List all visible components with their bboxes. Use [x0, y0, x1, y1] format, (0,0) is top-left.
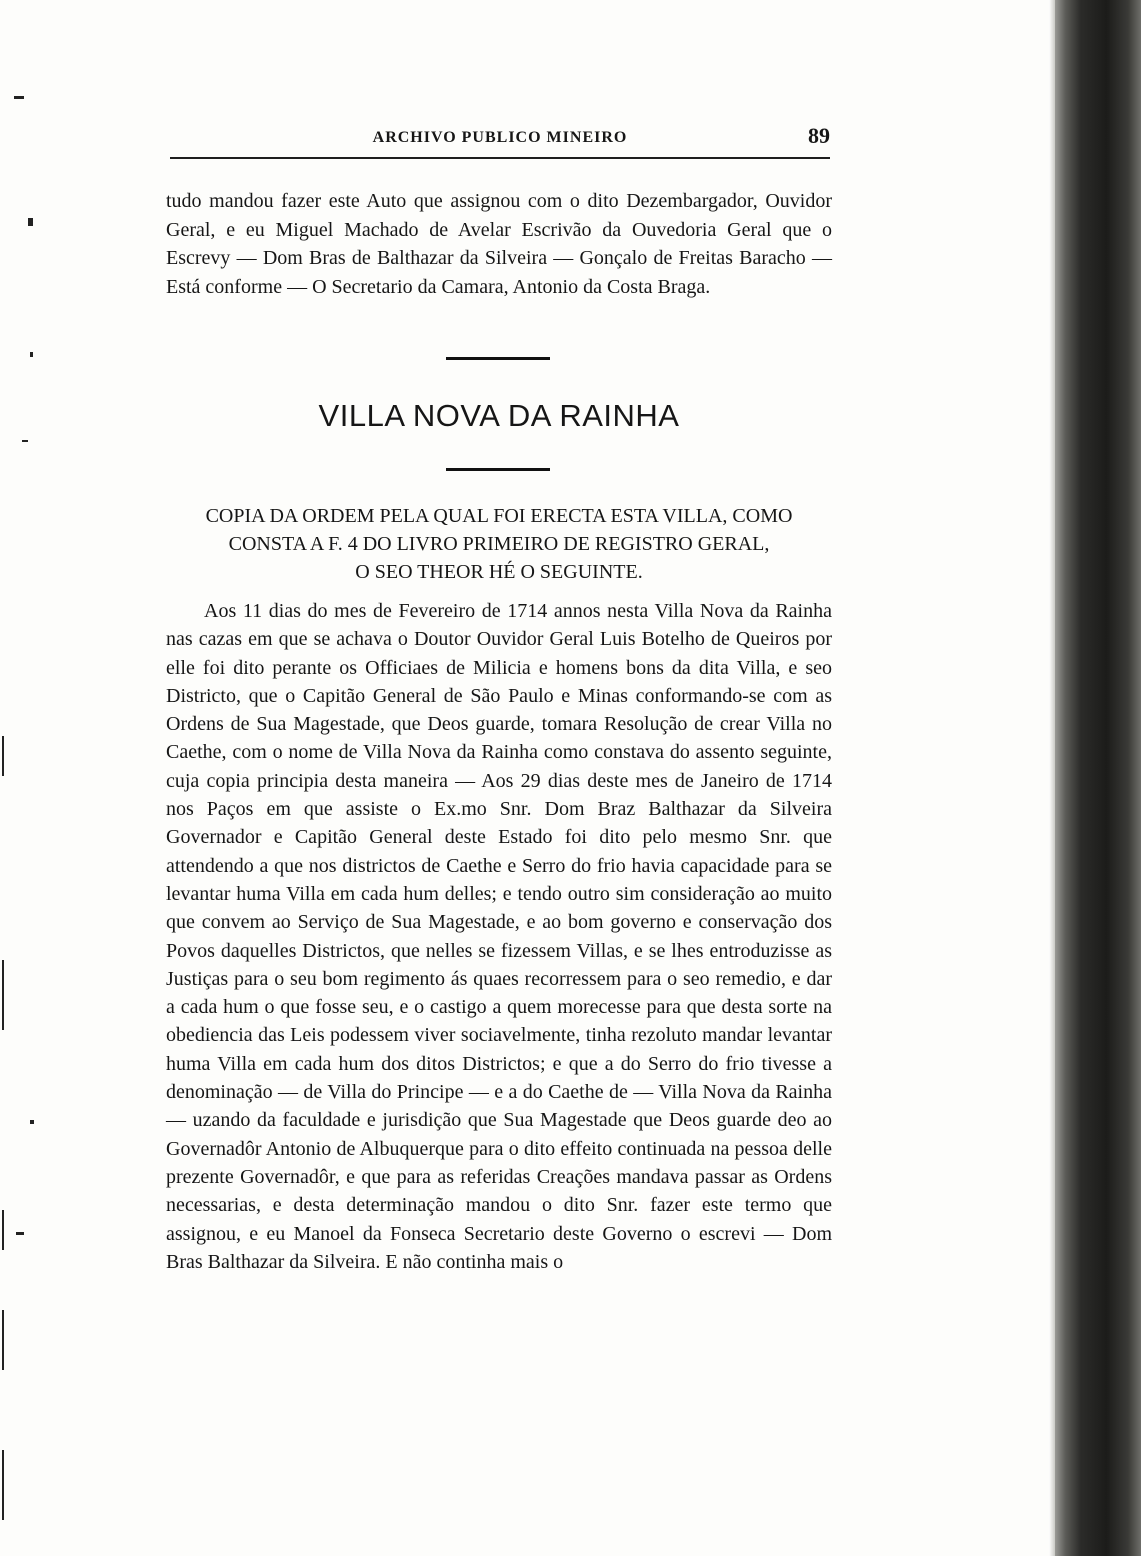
subtitle-line-2: CONSTA A F. 4 DO LIVRO PRIMEIRO DE REGISTRO GERAL, — [228, 533, 770, 555]
main-paragraph — [166, 597, 832, 1276]
section-title: VILLA NOVA DA RAINHA — [318, 398, 680, 433]
scan-edge-marks — [0, 0, 40, 1556]
header-title: ARCHIVO PUBLICO MINEIRO — [372, 129, 628, 146]
subtitle-line-1: COPIA DA ORDEM PELA QUAL FOI ERECTA ESTA VILLA, COMO — [205, 505, 793, 527]
running-header — [170, 123, 830, 153]
section-separator-bottom — [446, 468, 550, 471]
main-paragraph-text: Aos 11 dias do mes de Fevereiro de 1714 annos nesta Villa Nova da Rainha nas cazas em que se achava o Doutor Ouvidor Geral Luis Botelho de Queiros por elle foi dito perante os Officiaes de Milicia e homens bons da dita Villa, e seo Districto, que o Capitão General de São Paulo e Minas conformando-se com as Ordens de Sua Magestade, que Deos guarde, tomara Resolução de crear Villa no Caethe, com o nome de Villa Nova da Rainha como constava do assento seguinte, cuja copia principia desta maneira — Aos 29 dias deste mes de Janeiro de 1714 nos Paços em que assiste o Ex.mo Snr. Dom Braz Balthazar da Silveira Governador e Capitão General deste Estado foi dito pelo mesmo Snr. que attendendo a que nos districtos de Caethe e Serro do frio havia capacidade para se levantar huma Villa em cada hum delles; e tendo outro sim consideração ao muito que convem ao Serviço de Sua Magestade, e ao bom governo e conservação dos Povos daquelles Districtos, que nelles se fizessem Villas, e se lhes entroduzisse as Justiças para o seu bom regimento ás quaes recorressem para o seo remedio, e dar a cada hum o que fosse seu, e o castigo a quem morecesse para que desta sorte na obediencia das Leis podessem viver sociavelmente, tinha rezoluto mandar levantar huma Villa em cada hum dos ditos Districtos; e que a do Serro do frio tivesse a denominação — de Villa do Principe — e a do Caethe de — Villa Nova da Rainha — uzando da faculdade e jurisdição que Sua Magestade que Deos guarde deo ao Governadôr Antonio de Albuquerque para o dito effeito continuada na pessoa delle prezente Governadôr, e que para as referidas Creações mandava passar as Ordens necessarias, e desta determinação mandou o dito Snr. fazer este termo que assignou, e eu Manoel da Fonseca Secretario deste Governo o escrevi — Dom Bras Balthazar da Silveira. E não continha mais o — [166, 600, 832, 1273]
continuation-paragraph: tudo mandou fazer este Auto que assignou com o dito Dezembargador, Ouvidor Geral, e eu Miguel Machado de Avelar Escrivão da Ouvedoria Geral que o Escrevy — Dom Bras de Balthazar da Silveira — Gonçalo de Freitas Baracho — Está conforme — O Secretario da Camara, Antonio da Costa Braga. — [166, 190, 832, 298]
section-separator-top — [446, 357, 550, 360]
page-number: 89 — [808, 123, 830, 148]
section-subtitle — [166, 502, 832, 586]
subtitle-line-3: O SEO THEOR HÉ O SEGUINTE. — [355, 561, 643, 583]
header-rule — [170, 157, 830, 159]
book-spine — [1055, 0, 1141, 1556]
